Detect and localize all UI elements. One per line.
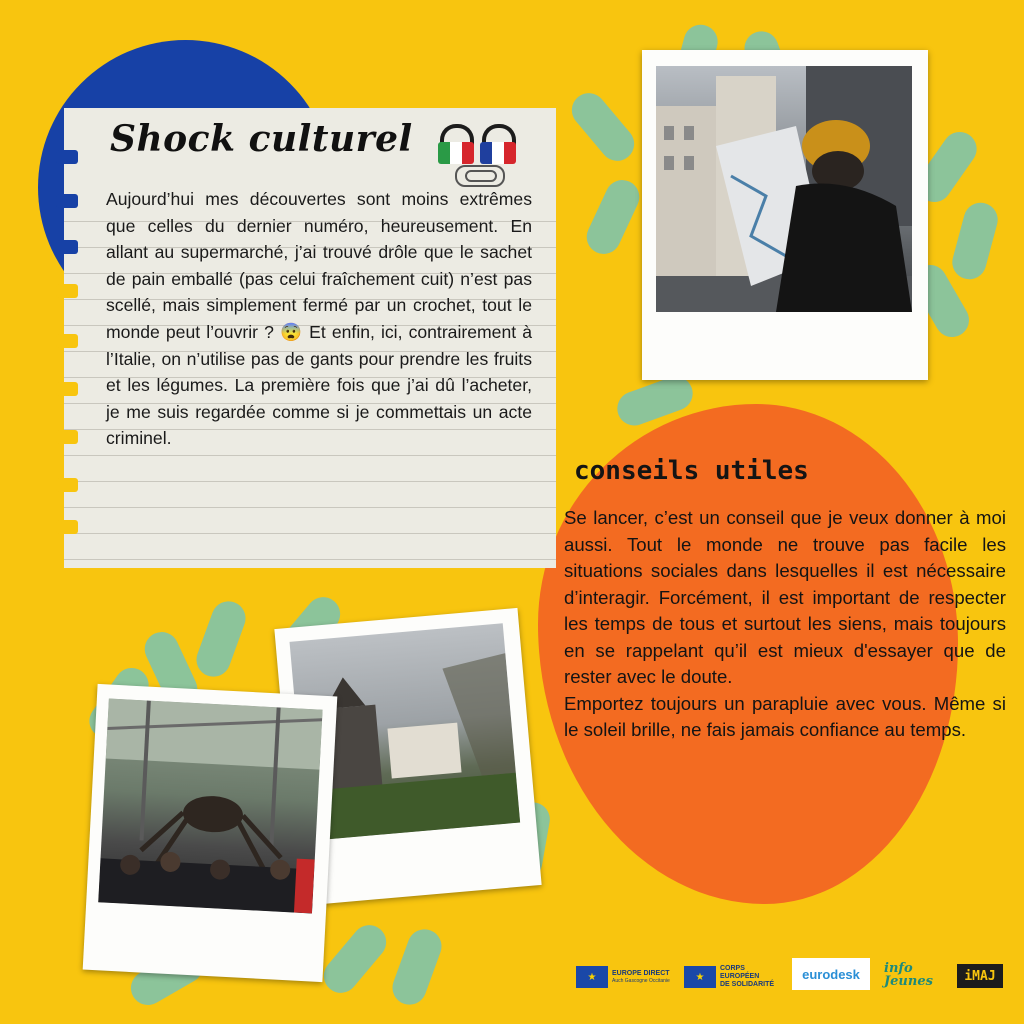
corps-label-1: CORPS xyxy=(720,965,745,972)
eurodesk-logo: eurodesk xyxy=(792,958,870,990)
tips-body xyxy=(564,505,1006,744)
info-jeunes-logo xyxy=(884,962,933,988)
tips-paragraph-1: Se lancer, c’est un conseil que je veux donner à moi aussi. Tout le monde ne trouve pas facile les situations sociales dans lesquelles il est nécessaire d’interagir. Forcément, il est important de respecter les temps de tous et surtout les siens, mais toujours en se rappelant qu’il est mieux d'essayer que de rester avec le doute. xyxy=(564,507,1006,687)
photo-person-reading-map xyxy=(656,66,912,312)
europe-direct-sublabel: Auch Gascogne Occitanie xyxy=(612,978,670,984)
corps-label-3: DE SOLIDARITÉ xyxy=(720,981,775,988)
note-body-text: Aujourd’hui mes découvertes sont moins extrêmes que celles du dernier numéro, heureusement. En allant au supermarché, j’ai trouvé drôle que le sachet de pain emballé (pas celui fraîchement cuit) n’est pas scellé, mais simplement fermé par un crochet, tout le monde peut l’ouvrir ? 😨 Et enfin, ici, contrairement à l’Italie, on n’utilise pas de gants pour prendre les fruits et les légumes. La première fois que j’ai dû l’acheter, je me suis regardée comme si je commettais un acte criminel. xyxy=(106,189,532,449)
note-title: Shock culturel xyxy=(110,118,413,160)
corps-label-2: EUROPÉEN xyxy=(720,973,760,980)
tips-title: conseils utiles xyxy=(574,456,809,486)
polaroid-spider-machine xyxy=(83,684,338,982)
info-label: info xyxy=(884,961,913,976)
polaroid-person-map xyxy=(642,50,928,380)
photo-spider-machine-crowd xyxy=(98,699,322,914)
corps-europeen-logo xyxy=(684,964,792,990)
eu-flag-icon: ★ xyxy=(576,966,608,988)
eu-flag-icon: ★ xyxy=(684,966,716,988)
italy-headphones-icon xyxy=(438,124,474,164)
europe-direct-logo xyxy=(576,964,684,990)
imaj-logo: iMAJ xyxy=(957,964,1003,988)
paperclip-icon xyxy=(455,165,505,187)
europe-direct-label: EUROPE DIRECT xyxy=(612,970,670,977)
tips-paragraph-2: Emportez toujours un parapluie avec vous. Même si le soleil brille, ne fais jamais confiance au temps. xyxy=(564,692,1006,740)
jeunes-label: Jeunes xyxy=(884,974,933,989)
france-headphones-icon xyxy=(480,124,516,164)
